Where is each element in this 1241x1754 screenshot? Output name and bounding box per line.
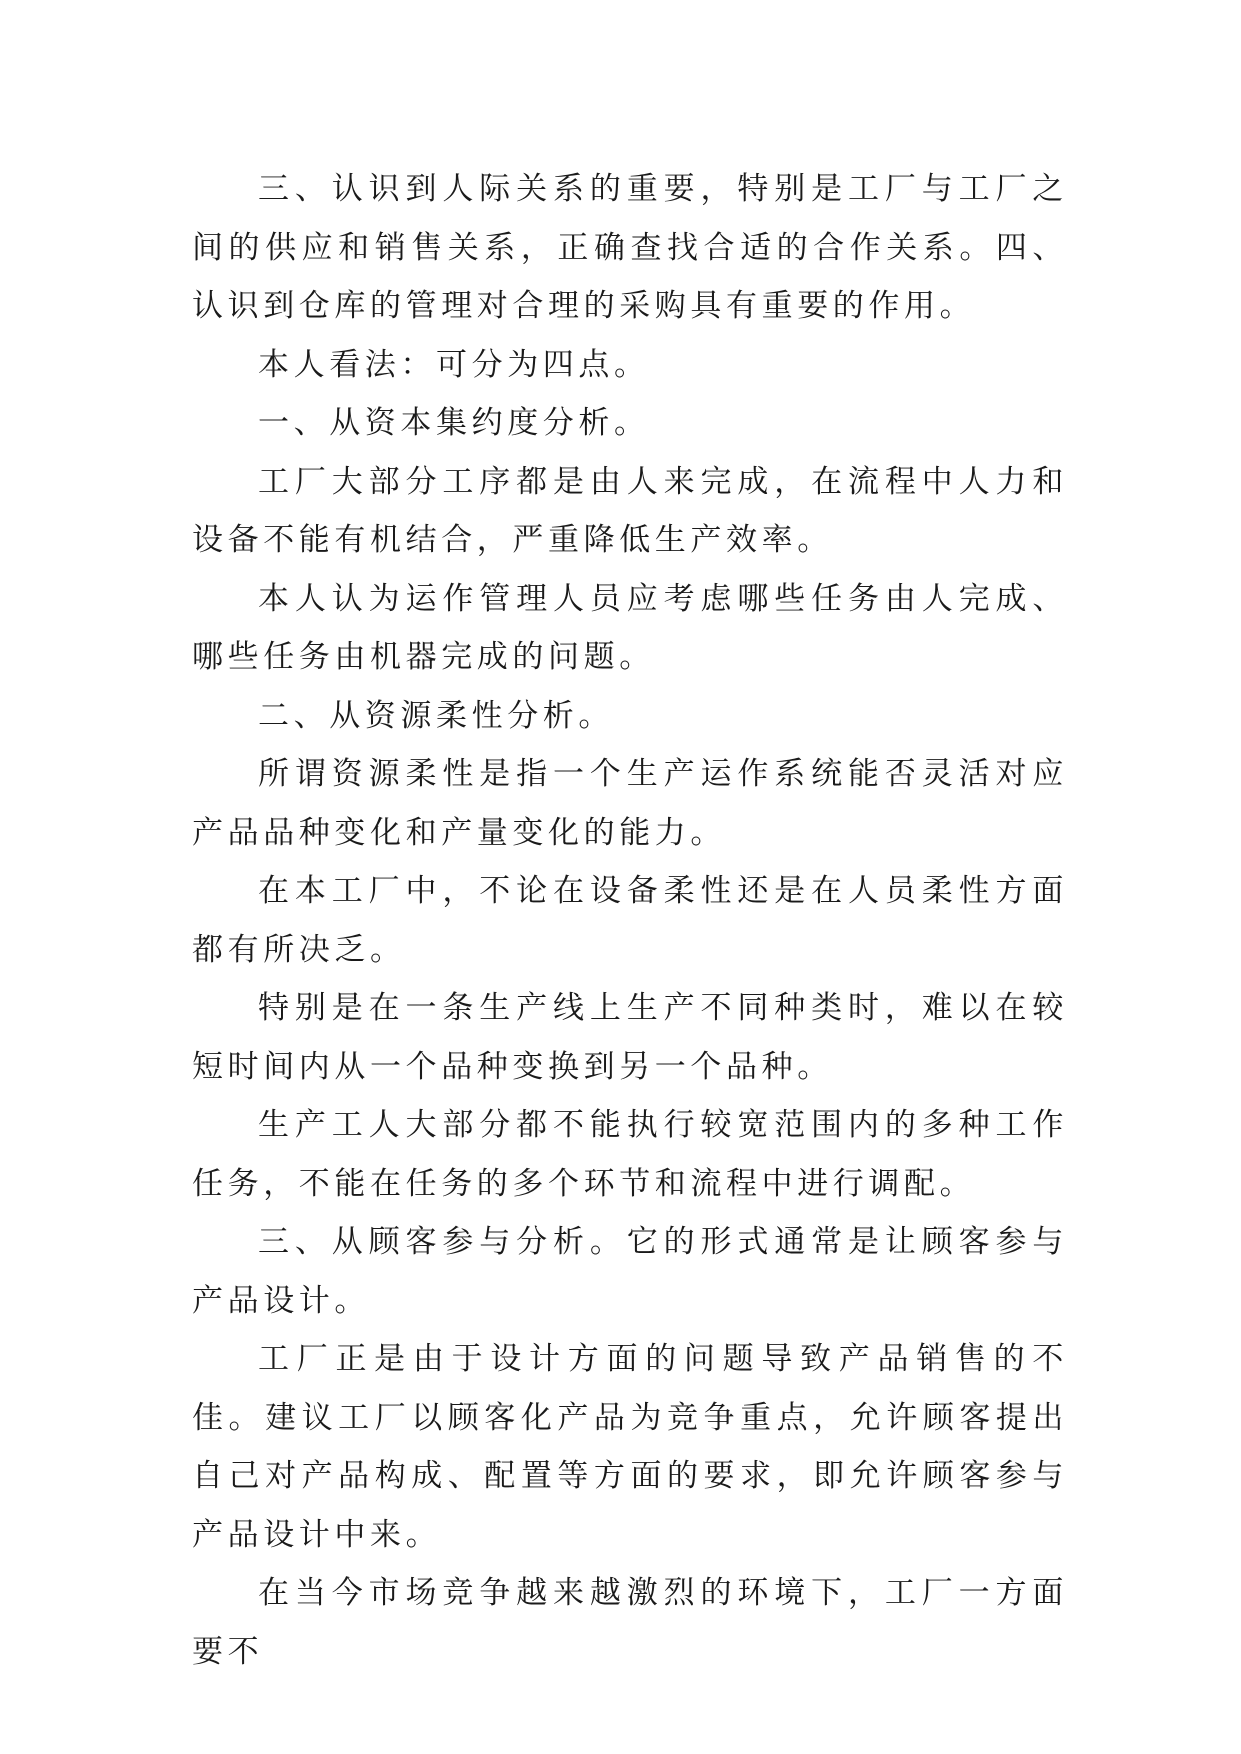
paragraph-heading-flexibility: 二、从资源柔性分析。 <box>258 697 614 734</box>
paragraph-customer-design: 工厂正是由于设计方面的问题导致产品销售的不佳。建议工厂以顾客化产品为竞争重点，允许顾客提出自己对产品构成、配置等方面的要求，即允许顾客参与产品设计中来。 <box>192 1341 1068 1553</box>
paragraph-flexibility-lack: 在本工厂中，不论在设备柔性还是在人员柔性方面都有所决乏。 <box>192 873 1068 968</box>
paragraph-capital-recommendation: 本人认为运作管理人员应考虑哪些任务由人完成、哪些任务由机器完成的问题。 <box>192 580 1068 675</box>
paragraph-line-changeover: 特别是在一条生产线上生产不同种类时，难以在较短时间内从一个品种变换到另一个品种。 <box>192 990 1068 1085</box>
paragraph-heading-capital: 一、从资本集约度分析。 <box>258 405 650 441</box>
paragraph-capital-analysis: 工厂大部分工序都是由人来完成，在流程中人力和设备不能有机结合，严重降低生产效率。 <box>192 463 1068 558</box>
paragraph-supplier-relations: 三、认识到人际关系的重要，特别是工厂与工厂之间的供应和销售关系，正确查找合适的合作关系。四、认识到仓库的管理对合理的采购具有重要的作用。 <box>192 171 1068 324</box>
document-body <box>192 160 1068 1681</box>
paragraph-flexibility-definition: 所谓资源柔性是指一个生产运作系统能否灵活对应产品品种变化和产量变化的能力。 <box>192 756 1068 851</box>
paragraph-market-competition: 在当今市场竞争越来越激烈的环境下，工厂一方面要不 <box>192 1575 1068 1670</box>
paragraph-opinion-intro: 本人看法：可分为四点。 <box>258 346 650 383</box>
paragraph-heading-customer: 三、从顾客参与分析。它的形式通常是让顾客参与产品设计。 <box>192 1224 1068 1319</box>
paragraph-worker-skills: 生产工人大部分都不能执行较宽范围内的多种工作任务，不能在任务的多个环节和流程中进行调配。 <box>192 1107 1068 1202</box>
